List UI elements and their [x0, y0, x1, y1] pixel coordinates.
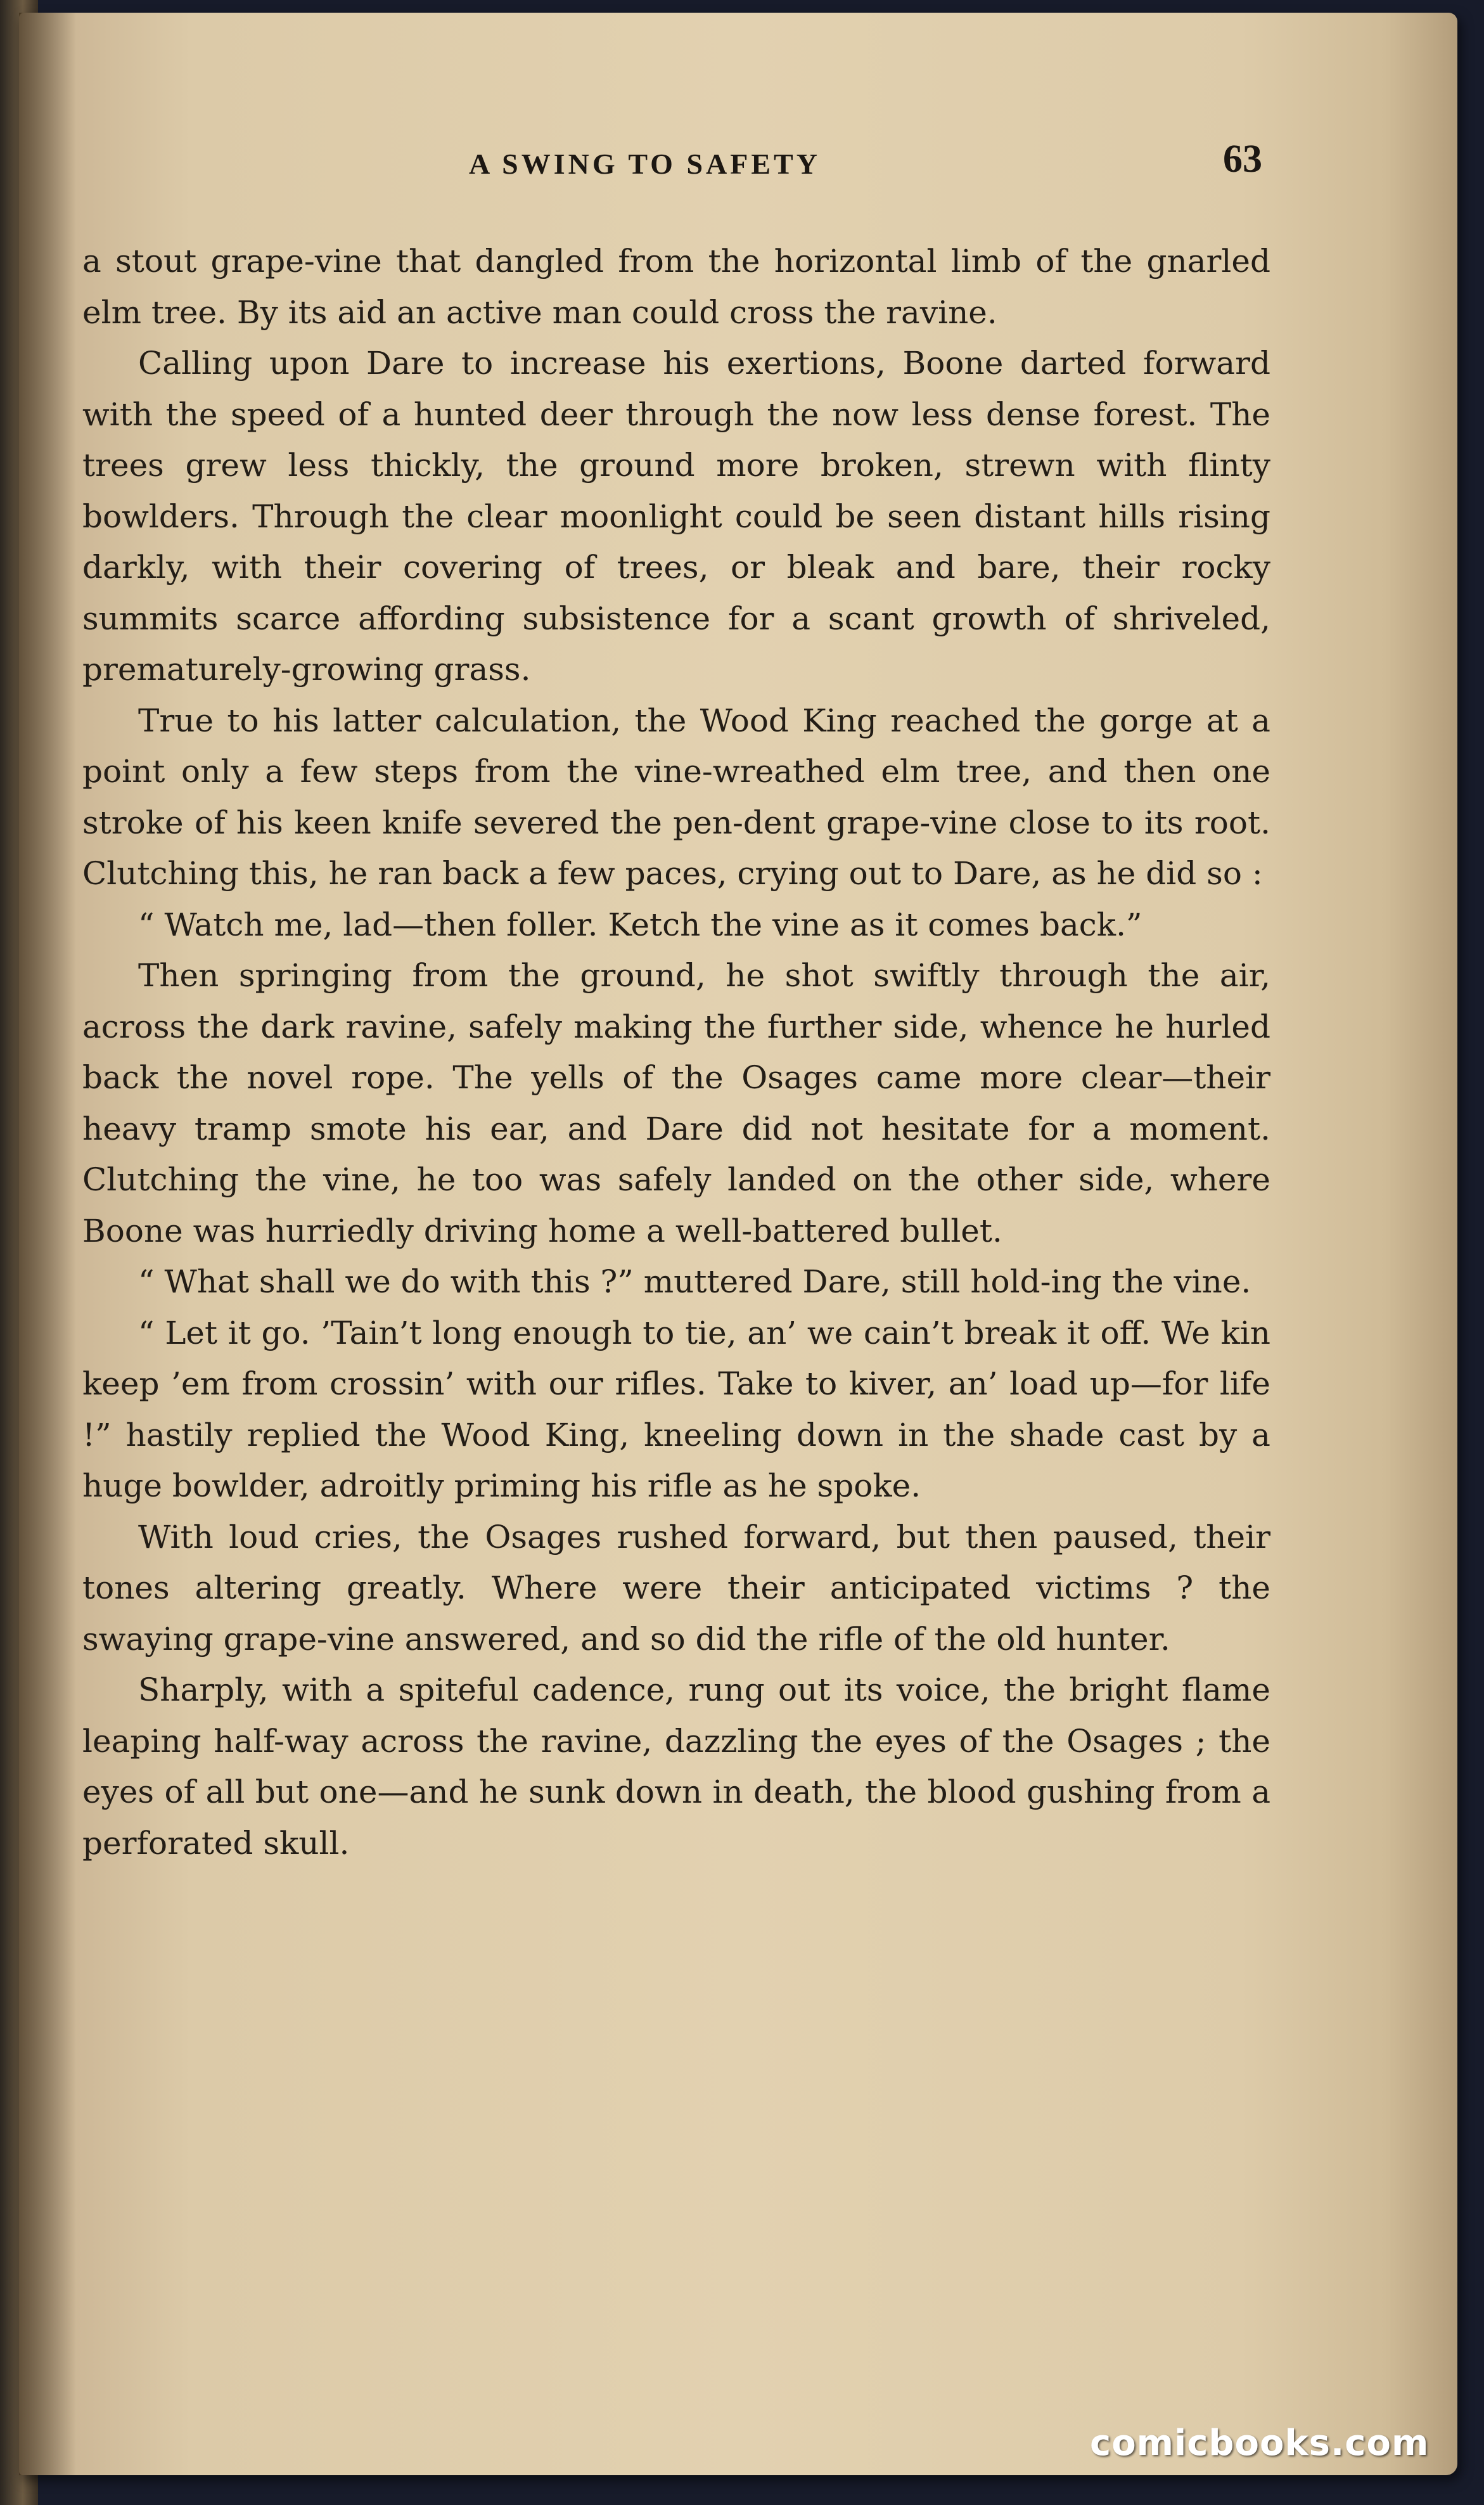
paragraph: a stout grape-vine that dangled from the horizontal limb of the gnarled elm tree. By its aid an active man could cross the ravine. — [82, 243, 1270, 331]
running-head: A SWING TO SAFETY — [469, 148, 821, 180]
paragraph: True to his latter calculation, the Wood King reached the gorge at a point only a few steps from the vine-wreathed elm tree, and then one stroke of his keen knife severed the pen-dent grape-vine close to its root. Clutching this, he ran back a few paces, crying out to Dare, as he did so : — [82, 702, 1270, 892]
site-watermark: comicbooks.com — [1090, 2423, 1430, 2464]
paragraph: Calling upon Dare to increase his exertions, Boone darted forward with the speed of a hunted deer through the now less dense forest. The trees grew less thickly, the ground more broken, strewn with flinty bowlders. Through the clear moonlight could be seen distant hills rising darkly, with their covering of trees, or bleak and bare, their rocky summits scarce affording subsistence for a scant growth of shriveled, prematurely-growing grass. — [82, 345, 1270, 688]
paragraph: Sharply, with a spiteful cadence, rung out its voice, the bright flame leaping half-way across the ravine, dazzling the eyes of the Osages ; the eyes of all but one—and he sunk down in death, the blood gushing from a perforated skull. — [82, 1671, 1270, 1862]
page-number: 63 — [1223, 138, 1262, 181]
paragraph: “ Let it go. ’Tain’t long enough to tie, an’ we cain’t break it off. We kin keep ’em from crossin’ with our rifles. Take to kiver, an’ load up—for life !” hastily replied the Wood King, kneeling down in the shade cast by a huge bowlder, adroitly priming his rifle as he spoke. — [82, 1314, 1270, 1504]
paragraph: With loud cries, the Osages rushed forward, but then paused, their tones altering greatly. Where were their anticipated victims ? the swaying grape-vine answered, and so did the rifle of the old hunter. — [82, 1518, 1270, 1658]
body-text — [82, 236, 1270, 1869]
paragraph: Then springing from the ground, he shot swiftly through the air, across the dark ravine, safely making the further side, whence he hurled back the novel rope. The yells of the Osages came more clear—their heavy tramp smote his ear, and Dare did not hesitate for a moment. Clutching the vine, he too was safely landed on the other side, where Boone was hurriedly driving home a well-battered bullet. — [82, 957, 1270, 1249]
paragraph: “ Watch me, lad—then foller. Ketch the vine as it comes back.” — [138, 906, 1142, 943]
paragraph: “ What shall we do with this ?” muttered Dare, still hold-ing the vine. — [138, 1263, 1251, 1300]
